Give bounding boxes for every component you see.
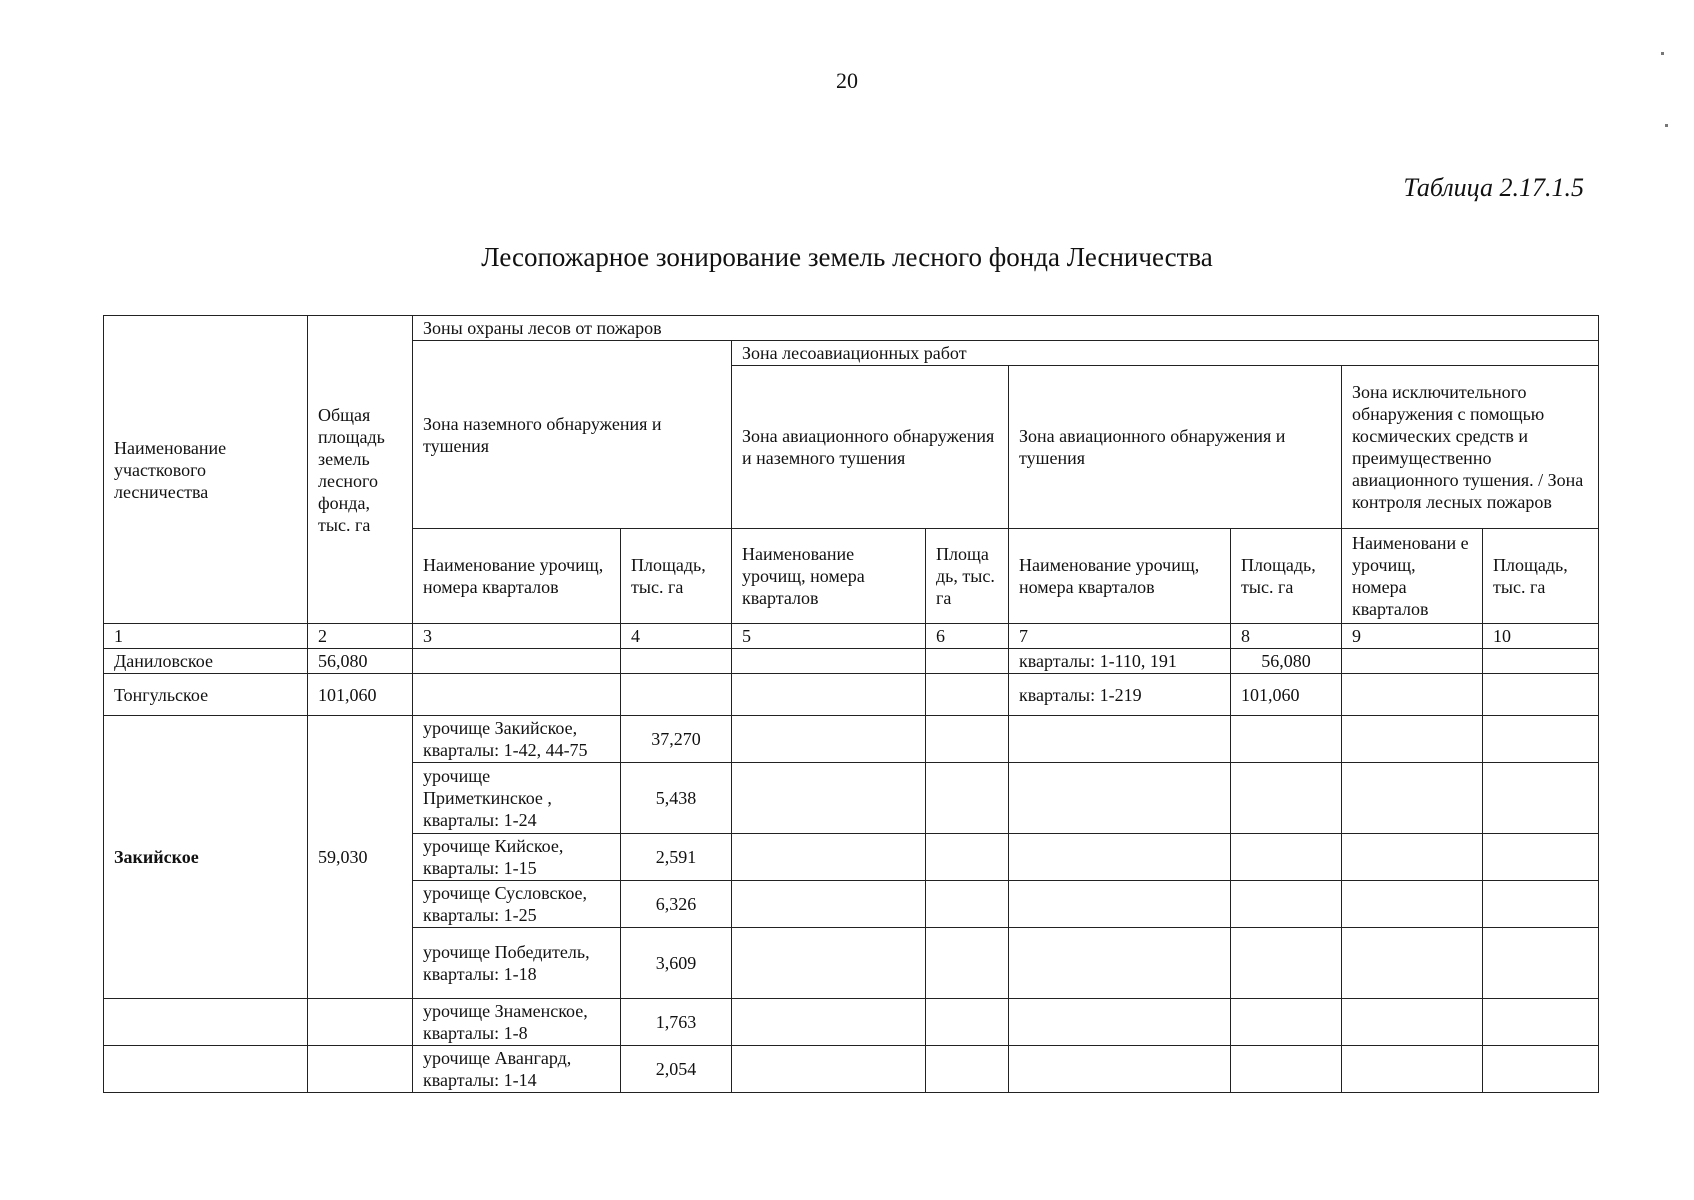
empty-cell [1009,1046,1231,1093]
header-air-zone: Зона авиационного обнаружения и тушения [1009,366,1342,529]
empty-cell [1342,834,1483,881]
document-title: Лесопожарное зонирование земель лесного фонда Лесничества [481,242,1213,272]
empty-cell [732,834,926,881]
header-tract-area: Площадь, тыс. га [1231,529,1342,624]
empty-cell [1009,881,1231,928]
empty-cell [104,1046,308,1093]
empty-cell [1009,763,1231,834]
tract-area: 1,763 [621,999,732,1046]
fire-zoning-table [103,315,1599,1093]
header-space-zone: Зона исключительного обнаружения с помощью космических средств и преимущественно авиационного тушения. / Зона контроля лесных пожаров [1342,366,1599,529]
section-area: 101,060 [308,674,413,716]
tract-name: урочище Кийское, кварталы: 1-15 [413,834,621,881]
column-number: 9 [1342,624,1483,649]
table-row [104,716,1599,763]
empty-cell [732,674,926,716]
header-tract-area: Площа дь, тыс. га [926,529,1009,624]
section-area: 59,030 [308,716,413,999]
column-number: 4 [621,624,732,649]
empty-cell [732,1046,926,1093]
header-tract-area: Площадь, тыс. га [1483,529,1599,624]
table-reference: Таблица 2.17.1.5 [1403,173,1584,202]
empty-cell [732,649,926,674]
empty-cell [1483,674,1599,716]
empty-cell [621,674,732,716]
column-number: 7 [1009,624,1231,649]
column-number: 10 [1483,624,1599,649]
header-tract-area: Площадь, тыс. га [621,529,732,624]
header-air-detect-ground-zone: Зона авиационного обнаружения и наземного тушения [732,366,1009,529]
tract-area: 37,270 [621,716,732,763]
header-ground-zone: Зона наземного обнаружения и тушения [413,341,732,529]
tract-name: урочище Авангард, кварталы: 1-14 [413,1046,621,1093]
column-number: 8 [1231,624,1342,649]
empty-cell [621,649,732,674]
empty-cell [926,881,1009,928]
scan-dot [1665,124,1668,127]
empty-cell [308,999,413,1046]
header-section-name: Наименование участкового лесничества [104,316,308,624]
tract-name: урочище Приметкинское , кварталы: 1-24 [413,763,621,834]
column-number-row [104,624,1599,649]
header-tract-name: Наименовани е урочищ, номера кварталов [1342,529,1483,624]
empty-cell [732,716,926,763]
header-total-area: Общая площадь земель лесного фонда, тыс. га [308,316,413,624]
tract-name: урочище Закийское, кварталы: 1-42, 44-75 [413,716,621,763]
empty-cell [1342,1046,1483,1093]
empty-cell [1231,716,1342,763]
empty-cell [1483,881,1599,928]
empty-cell [926,834,1009,881]
empty-cell [926,716,1009,763]
empty-cell [1342,674,1483,716]
empty-cell [1342,881,1483,928]
empty-cell [732,763,926,834]
empty-cell [1483,928,1599,999]
empty-cell [1483,763,1599,834]
tract-area: 2,054 [621,1046,732,1093]
empty-cell [1231,881,1342,928]
header-protection-zones: Зоны охраны лесов от пожаров [413,316,1599,341]
tract-area: 2,591 [621,834,732,881]
tract-area: 5,438 [621,763,732,834]
empty-cell [732,999,926,1046]
tract-name: урочище Знаменское, кварталы: 1-8 [413,999,621,1046]
empty-cell [1342,928,1483,999]
section-name: Закийское [104,716,308,999]
section-area: 56,080 [308,649,413,674]
empty-cell [926,999,1009,1046]
tract-area: 6,326 [621,881,732,928]
empty-cell [1342,716,1483,763]
tract-area: 3,609 [621,928,732,999]
empty-cell [1483,716,1599,763]
empty-cell [413,674,621,716]
empty-cell [1231,928,1342,999]
header-row-1 [104,316,1599,341]
page-number: 20 [836,68,858,93]
empty-cell [1009,716,1231,763]
empty-cell [1231,999,1342,1046]
empty-cell [1342,763,1483,834]
table-row [104,1046,1599,1093]
tract-name: урочище Сусловское, кварталы: 1-25 [413,881,621,928]
empty-cell [308,1046,413,1093]
table-row [104,674,1599,716]
column-number: 1 [104,624,308,649]
table-row [104,649,1599,674]
empty-cell [1009,834,1231,881]
tract-name: кварталы: 1-219 [1009,674,1231,716]
empty-cell [1231,834,1342,881]
empty-cell [926,674,1009,716]
empty-cell [926,763,1009,834]
scan-dot [1661,52,1664,55]
empty-cell [1483,649,1599,674]
empty-cell [1483,834,1599,881]
tract-name: урочище Победитель, кварталы: 1-18 [413,928,621,999]
header-tract-name: Наименование урочищ, номера кварталов [1009,529,1231,624]
column-number: 3 [413,624,621,649]
section-name: Даниловское [104,649,308,674]
empty-cell [1009,928,1231,999]
empty-cell [1231,1046,1342,1093]
empty-cell [732,928,926,999]
header-tract-name: Наименование урочищ, номера кварталов [732,529,926,624]
empty-cell [1483,999,1599,1046]
column-number: 6 [926,624,1009,649]
header-tract-name: Наименование урочищ, номера кварталов [413,529,621,624]
table-row [104,999,1599,1046]
empty-cell [104,999,308,1046]
empty-cell [1009,999,1231,1046]
tract-area: 101,060 [1231,674,1342,716]
empty-cell [732,881,926,928]
section-name: Тонгульское [104,674,308,716]
empty-cell [1342,649,1483,674]
tract-area: 56,080 [1231,649,1342,674]
empty-cell [926,649,1009,674]
empty-cell [926,928,1009,999]
empty-cell [1483,1046,1599,1093]
empty-cell [926,1046,1009,1093]
empty-cell [1231,763,1342,834]
empty-cell [413,649,621,674]
tract-name: кварталы: 1-110, 191 [1009,649,1231,674]
header-air-works-zone: Зона лесоавиационных работ [732,341,1599,366]
empty-cell [1342,999,1483,1046]
column-number: 2 [308,624,413,649]
column-number: 5 [732,624,926,649]
